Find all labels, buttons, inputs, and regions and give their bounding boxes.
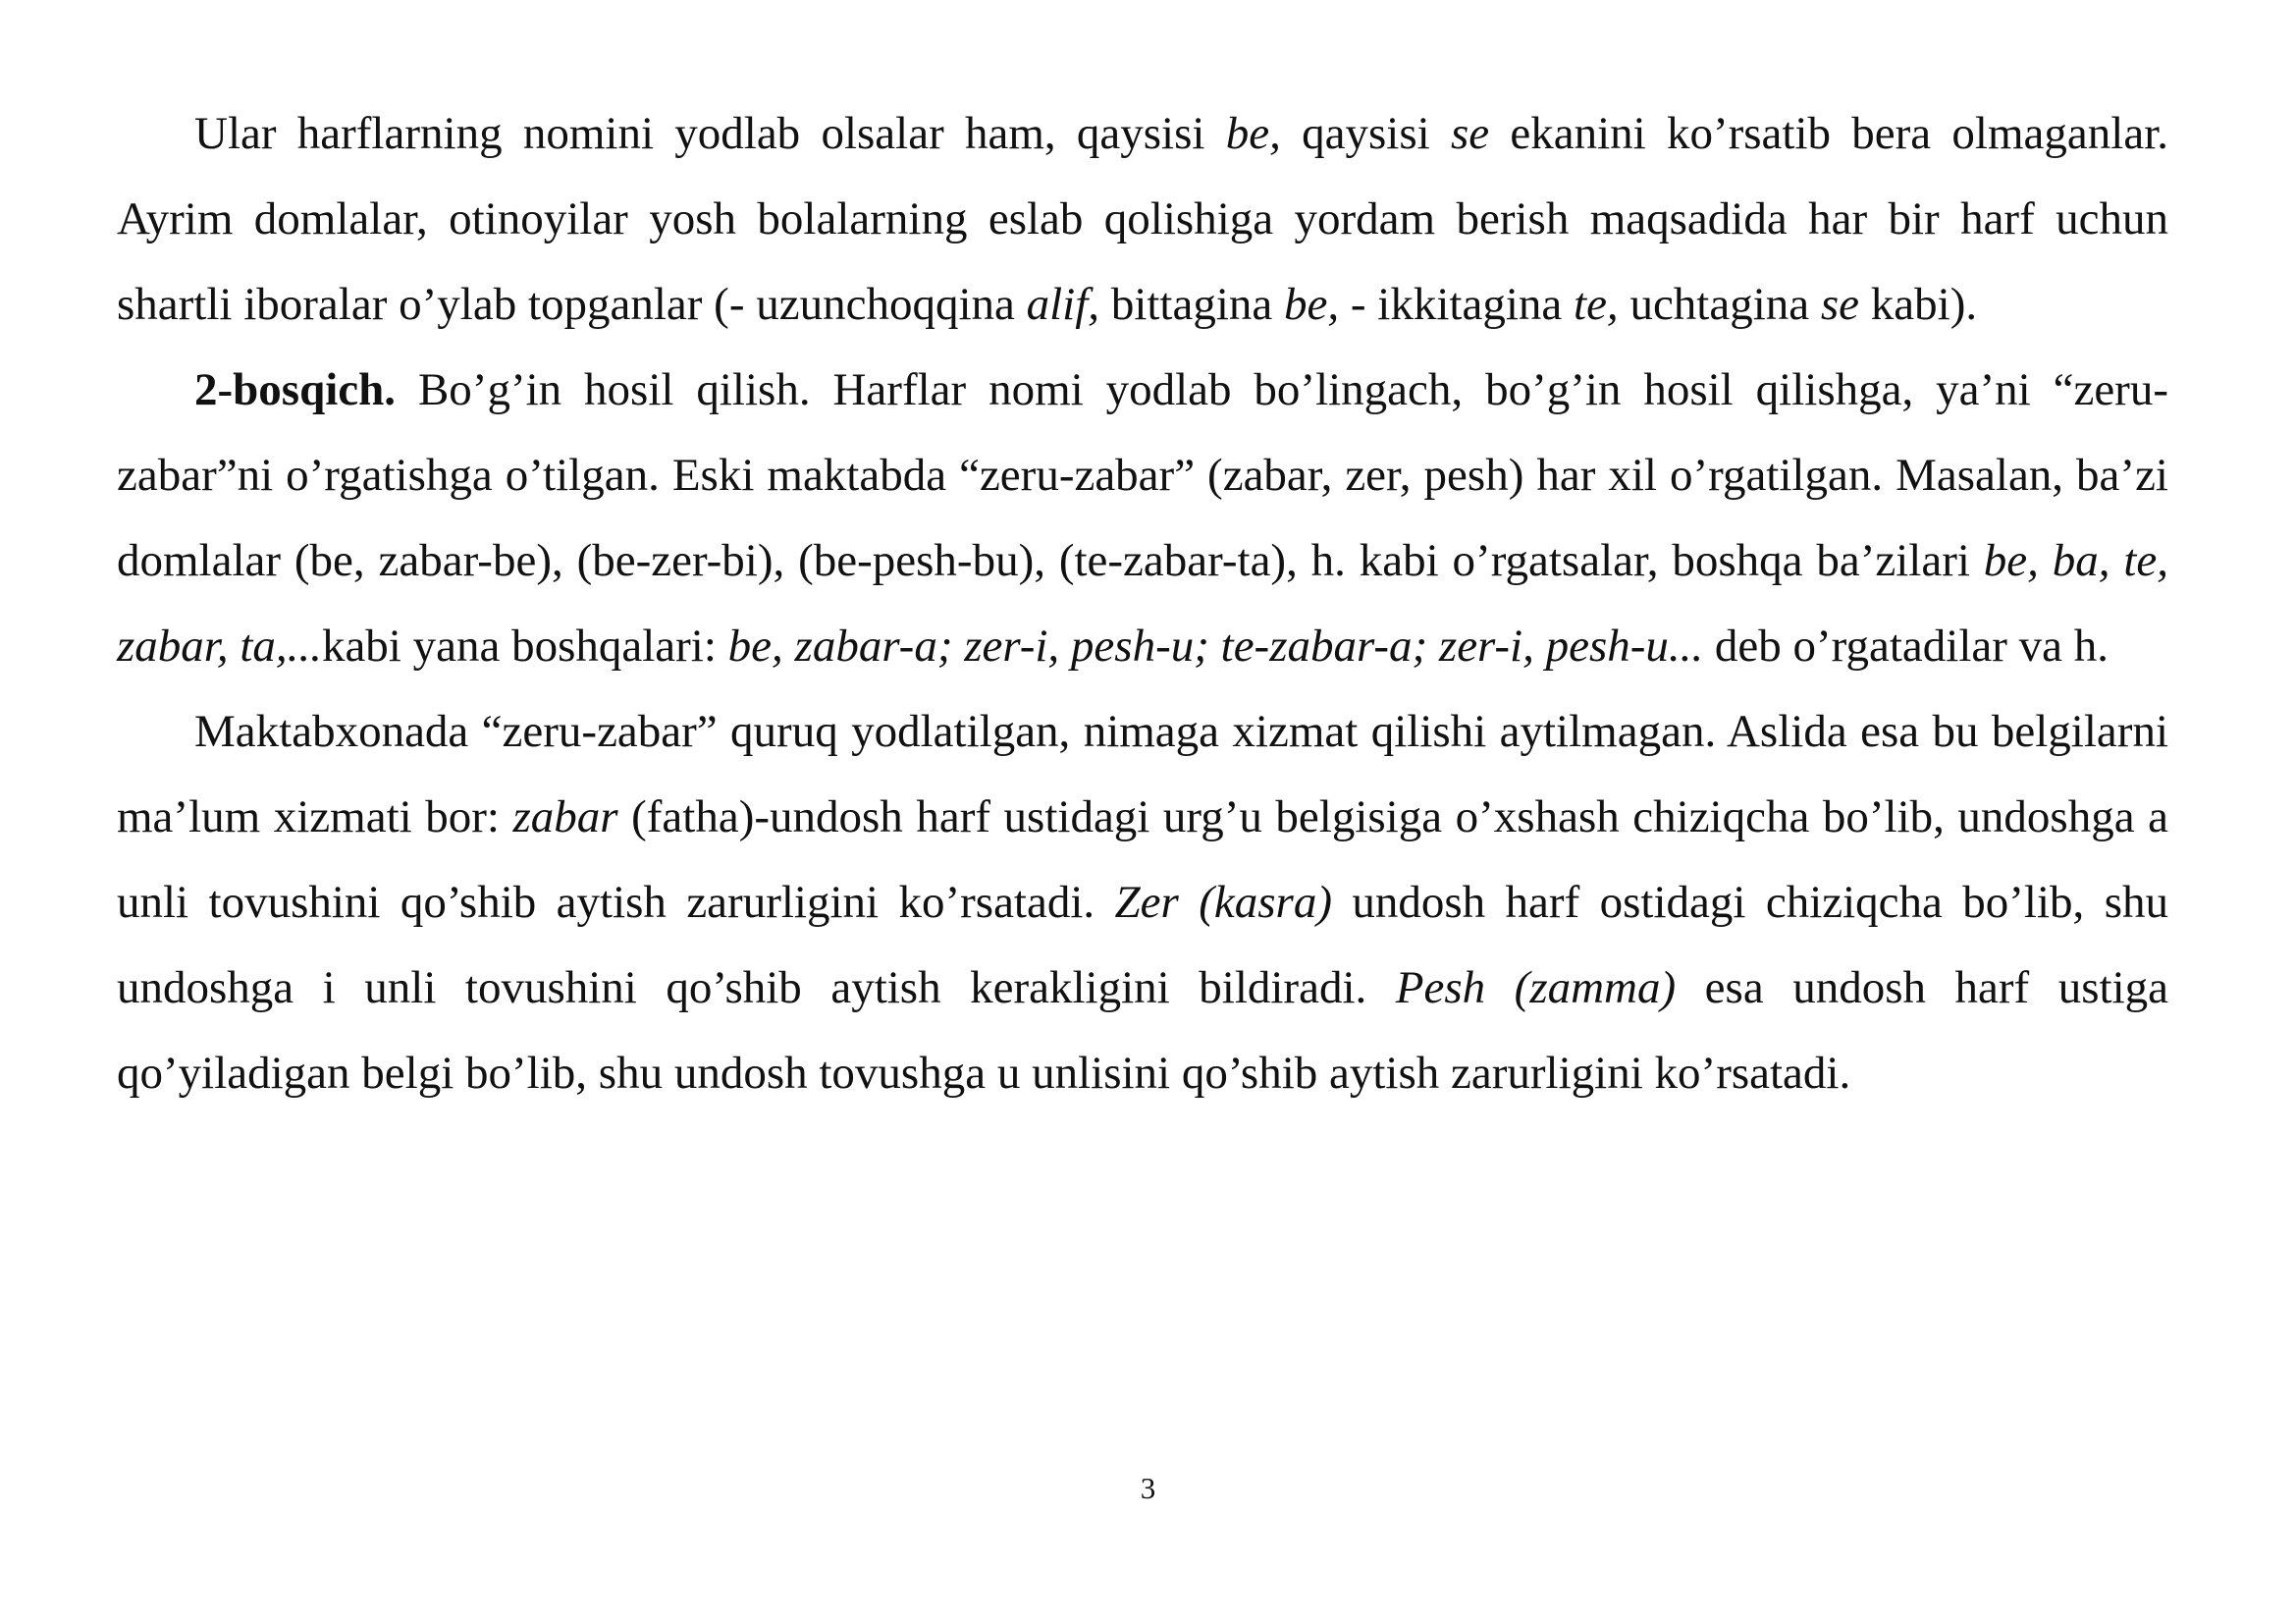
italic-run: Zer (kasra) <box>1114 877 1332 928</box>
text-run: kabi). <box>1859 279 1978 330</box>
italic-run: zabar <box>512 791 618 842</box>
italic-run: be, <box>1225 108 1281 159</box>
text-run: bittagina <box>1099 279 1285 330</box>
italic-run: Pesh (zamma) <box>1395 962 1677 1013</box>
italic-run: se <box>1820 279 1860 330</box>
text-run: (fatha)-undosh harf ustidagi urg’u belgisiga o’xshash chiziqcha bo’lib, undoshga a unli tovushini qo’shib aytish zarurligini ko’rsatadi. <box>117 791 2168 928</box>
text-run: Bo’g’in hosil qilish. Harflar nomi yodlab bo’lingach, bo’g’in hosil qilishga, ya’ni “zeru-zabar”ni o’rgatishga o’tilgan. Eski maktabda “zeru-zabar” (zabar, zer, pesh) har xil o’rgatilgan. Masalan, ba’zi domlalar (be, zabar-be), (be-zer-bi), (be-pesh-bu), (te-zabar-ta), h. kabi o’rgatsalar, boshqa ba’zilari <box>117 364 2168 586</box>
text-run: ekanini ko’rsatib bera olmaganlar. Ayrim domlalar, otinoyilar yosh bolalarning eslab qolishiga yordam berish maqsadida har bir harf uchun shartli iboralar o’ylab topganlar (- uzunchoqqina <box>117 108 2168 330</box>
italic-run: se <box>1450 108 1490 159</box>
text-run: deb o’rgatadilar va h. <box>1703 621 2109 672</box>
text-run: Ular harflarning nomini yodlab olsalar ham, qaysisi <box>194 108 1226 159</box>
text-run: - ikkitagina <box>1339 279 1575 330</box>
paragraph-1 <box>117 91 2168 348</box>
italic-run: be, <box>1284 279 1340 330</box>
text-run: kabi yana boshqalari: <box>321 621 728 672</box>
italic-run: alif, <box>1026 279 1100 330</box>
text-run: qaysisi <box>1280 108 1451 159</box>
paragraph-3 <box>117 689 2168 1116</box>
document-page <box>117 91 2168 1116</box>
section-heading-run: 2-bosqich. <box>194 364 397 415</box>
italic-run: be, zabar-a; zer-i, pesh-u; te-zabar-a; zer-i, pesh-u... <box>727 621 1704 672</box>
text-run: undosh harf ostidagi chiziqcha bo’lib, shu undoshga i unli tovushini qo’shib aytish kerakligini bildiradi. <box>117 877 2168 1013</box>
text-run: Maktabxonada “zeru-zabar” quruq yodlatilgan, nimaga xizmat qilishi aytilmagan. Aslida esa bu belgilarni ma’lum xizmati bor: <box>117 706 2168 842</box>
text-run: esa undosh harf ustiga qo’yiladigan belgi bo’lib, shu undosh tovushga u unlisini qo’shib aytish zarurligini ko’rsatadi. <box>117 962 2168 1099</box>
paragraph-2 <box>117 348 2168 689</box>
italic-run: be, ba, te, zabar, ta,... <box>117 535 2169 672</box>
page-number: 3 <box>1140 1471 1156 1505</box>
italic-run: te, <box>1574 279 1619 330</box>
text-run: uchtagina <box>1618 279 1821 330</box>
